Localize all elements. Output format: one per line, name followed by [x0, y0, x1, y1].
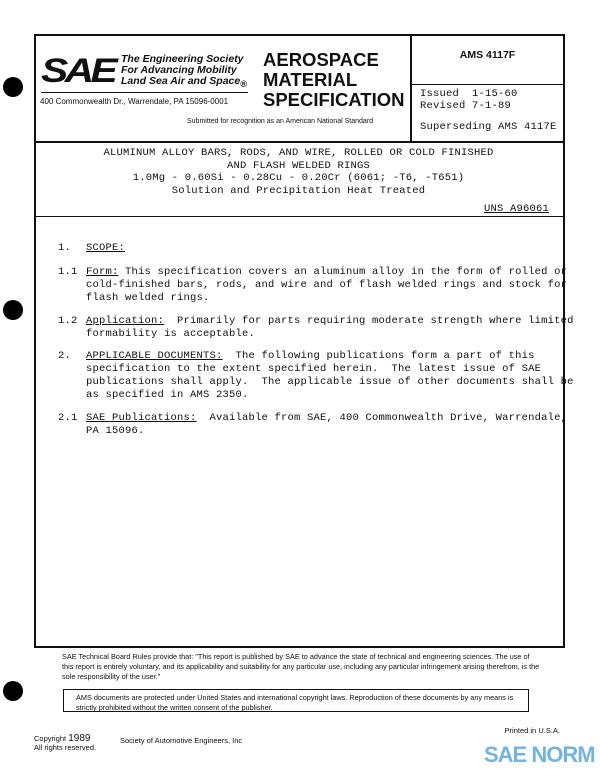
copyright-year: 1989: [68, 733, 91, 744]
title-line: 1.0Mg - 0.60Si - 0.28Cu - 0.20Cr (6061; -T6, -T651): [132, 172, 465, 184]
section-number: 1.1: [58, 266, 78, 278]
issued-date: Issued 1-15-60: [420, 88, 518, 100]
sae-norm-watermark: SAE NORM: [484, 742, 595, 767]
section-heading: Application:: [86, 315, 165, 327]
divider: [41, 92, 248, 93]
doc-type: [263, 50, 405, 110]
section-heading: Form:: [86, 266, 119, 278]
divider: [410, 84, 563, 85]
doc-number: AMS 4117F: [459, 49, 516, 61]
spec-title: [36, 147, 561, 197]
title-line: Solution and Precipitation Heat Treated: [171, 184, 426, 197]
issue-info: [420, 88, 518, 112]
divider: [34, 141, 563, 143]
section-text: as specified in AMS 2350.: [86, 389, 249, 401]
section-number: 2.: [58, 350, 72, 362]
punch-hole: [3, 300, 23, 320]
copyright-label: Copyright: [34, 734, 67, 743]
superseding: Superseding AMS 4117E: [420, 121, 557, 133]
section-text: Primarily for parts requiring moderate strength where limited: [164, 315, 574, 327]
society-tagline: [121, 54, 247, 90]
revised-date: Revised 7-1-89: [420, 100, 512, 112]
section-text: PA 15096.: [86, 425, 145, 437]
punch-hole: [3, 77, 23, 97]
tagline-line: For Advancing Mobility: [121, 64, 237, 76]
sae-logo: SAE: [41, 52, 115, 90]
doc-type-line: SPECIFICATION: [263, 89, 405, 110]
copyright-notice: AMS documents are protected under United States and international copyright laws. Reproduction of these documents by any means is strictly prohibited without the written consent of the publisher.: [63, 689, 529, 712]
tagline-line: The Engineering Society: [121, 53, 244, 65]
tagline-line: Land Sea Air and Space: [121, 75, 241, 87]
title-line: ALUMINUM ALLOY BARS, RODS, AND WIRE, ROLLED OR COLD FINISHED: [103, 147, 494, 159]
section-heading: APPLICABLE DOCUMENTS:: [86, 350, 223, 362]
section-text: flash welded rings.: [86, 292, 210, 304]
board-rules: SAE Technical Board Rules provide that: "This report is published by SAE to advance the state of technical and engineering sciences. The use of this report is entirely voluntary, and its applicability and suitability for any particular use, including any particular infringement arising therefrom, is the sole responsibility of the user.": [62, 652, 540, 681]
rights-reserved: All rights reserved.: [34, 743, 97, 752]
section-number: 2.1: [58, 412, 78, 424]
section-text: specification to the extent specified herein. The latest issue of SAE: [86, 363, 542, 375]
section-text: formability is acceptable.: [86, 328, 256, 340]
printed-in: Printed in U.S.A.: [504, 726, 560, 735]
section-heading: SAE Publications:: [86, 412, 197, 424]
section-number: 1.2: [58, 315, 78, 327]
section-text: The following publications form a part of this: [222, 350, 535, 362]
section-text: Available from SAE, 400 Commonwealth Drive, Warrendale,: [196, 412, 568, 424]
registered-mark: ®: [240, 79, 247, 90]
doc-type-line: AEROSPACE: [263, 49, 379, 70]
society-name: Society of Automotive Engineers, Inc: [120, 736, 243, 745]
copyright-block: [34, 734, 96, 752]
section-text: This specification covers an aluminum alloy in the form of rolled or: [118, 266, 568, 278]
punch-hole: [3, 681, 23, 701]
section-text: publications shall apply. The applicable issue of other documents shall be: [86, 376, 574, 388]
submitted-note: Submitted for recognition as an American National Standard: [187, 118, 373, 125]
title-line: AND FLASH WELDED RINGS: [226, 159, 371, 172]
section-heading: SCOPE:: [86, 242, 126, 254]
divider: [34, 216, 563, 217]
uns-number: UNS A96061: [484, 203, 550, 215]
section-number: 1.: [58, 242, 72, 254]
section-text: cold-finished bars, rods, and wire and of flash welded rings and stock for: [86, 279, 568, 291]
doc-type-line: MATERIAL: [263, 69, 358, 90]
address: 400 Commonwealth Dr., Warrendale, PA 15096-0001: [40, 97, 229, 106]
